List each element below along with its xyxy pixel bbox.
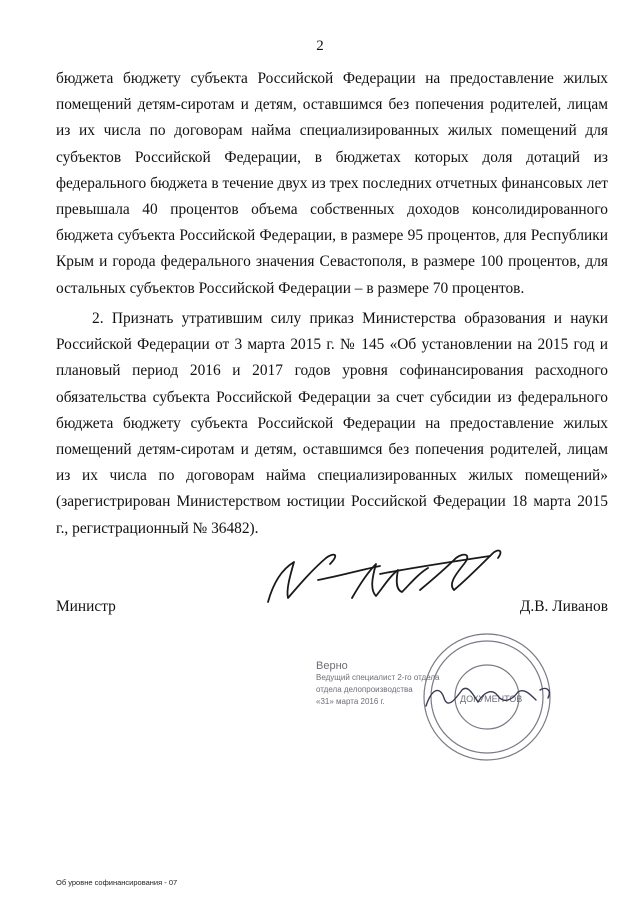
copy-stamp-line1: Ведущий специалист 2-го отдела <box>316 673 440 682</box>
seal-text: ДОКУМЕНТОВ <box>460 694 523 704</box>
certification-stamp <box>300 630 560 770</box>
page-number: 2 <box>316 38 324 54</box>
paragraph-2: 2. Признать утратившим силу приказ Министерства образования и науки Российской Федерации от 3 марта 2015 г. № 145 «Об установлении на 2015 год и плановый период 2016 и 2017 годов уровня софинансирования расходного обязательства субъекта Российской Федерации за счет субсидии из федерального бюджета бюджету субъекта Российской Федерации на предоставление жилых помещений детям-сиротам и детям, оставшимся без попечения родителей, лицам из их числа по договорам найма специализированных жилых помещений» (зарегистрирован Министерством юстиции Российской Федерации 18 марта 2015 г., регистрационный № 36482). <box>56 310 608 537</box>
handwritten-initials <box>420 678 560 718</box>
copy-stamp-line2: отдела делопроизводства <box>316 685 413 694</box>
paragraph-1: бюджета бюджету субъекта Российской Федерации на предоставление жилых помещений детям-сиротам и детям, оставшимся без попечения родителей, лицам из их числа по договорам найма специализированных жилых помещений для субъектов Российской Федерации, в бюджетах которых доля дотаций из федерального бюджета в течение двух из трех последних отчетных финансовых лет превышала 40 процентов объема собственных доходов консолидированного бюджета субъекта Российской Федерации, в размере 95 процентов, для Республики Крым и города федерального значения Севастополя, в размере 100 процентов, для остальных субъектов Российской Федерации – в размере 70 процентов. <box>56 70 608 297</box>
handwritten-signature <box>260 540 520 610</box>
copy-stamp-title: Верно <box>316 660 348 672</box>
copy-stamp-date: «31» марта 2016 г. <box>316 697 385 706</box>
signatory-name: Д.В. Ливанов <box>519 598 608 615</box>
document-footer: Об уровне софинансирования - 07 <box>56 878 178 887</box>
signatory-role: Министр <box>56 598 116 615</box>
